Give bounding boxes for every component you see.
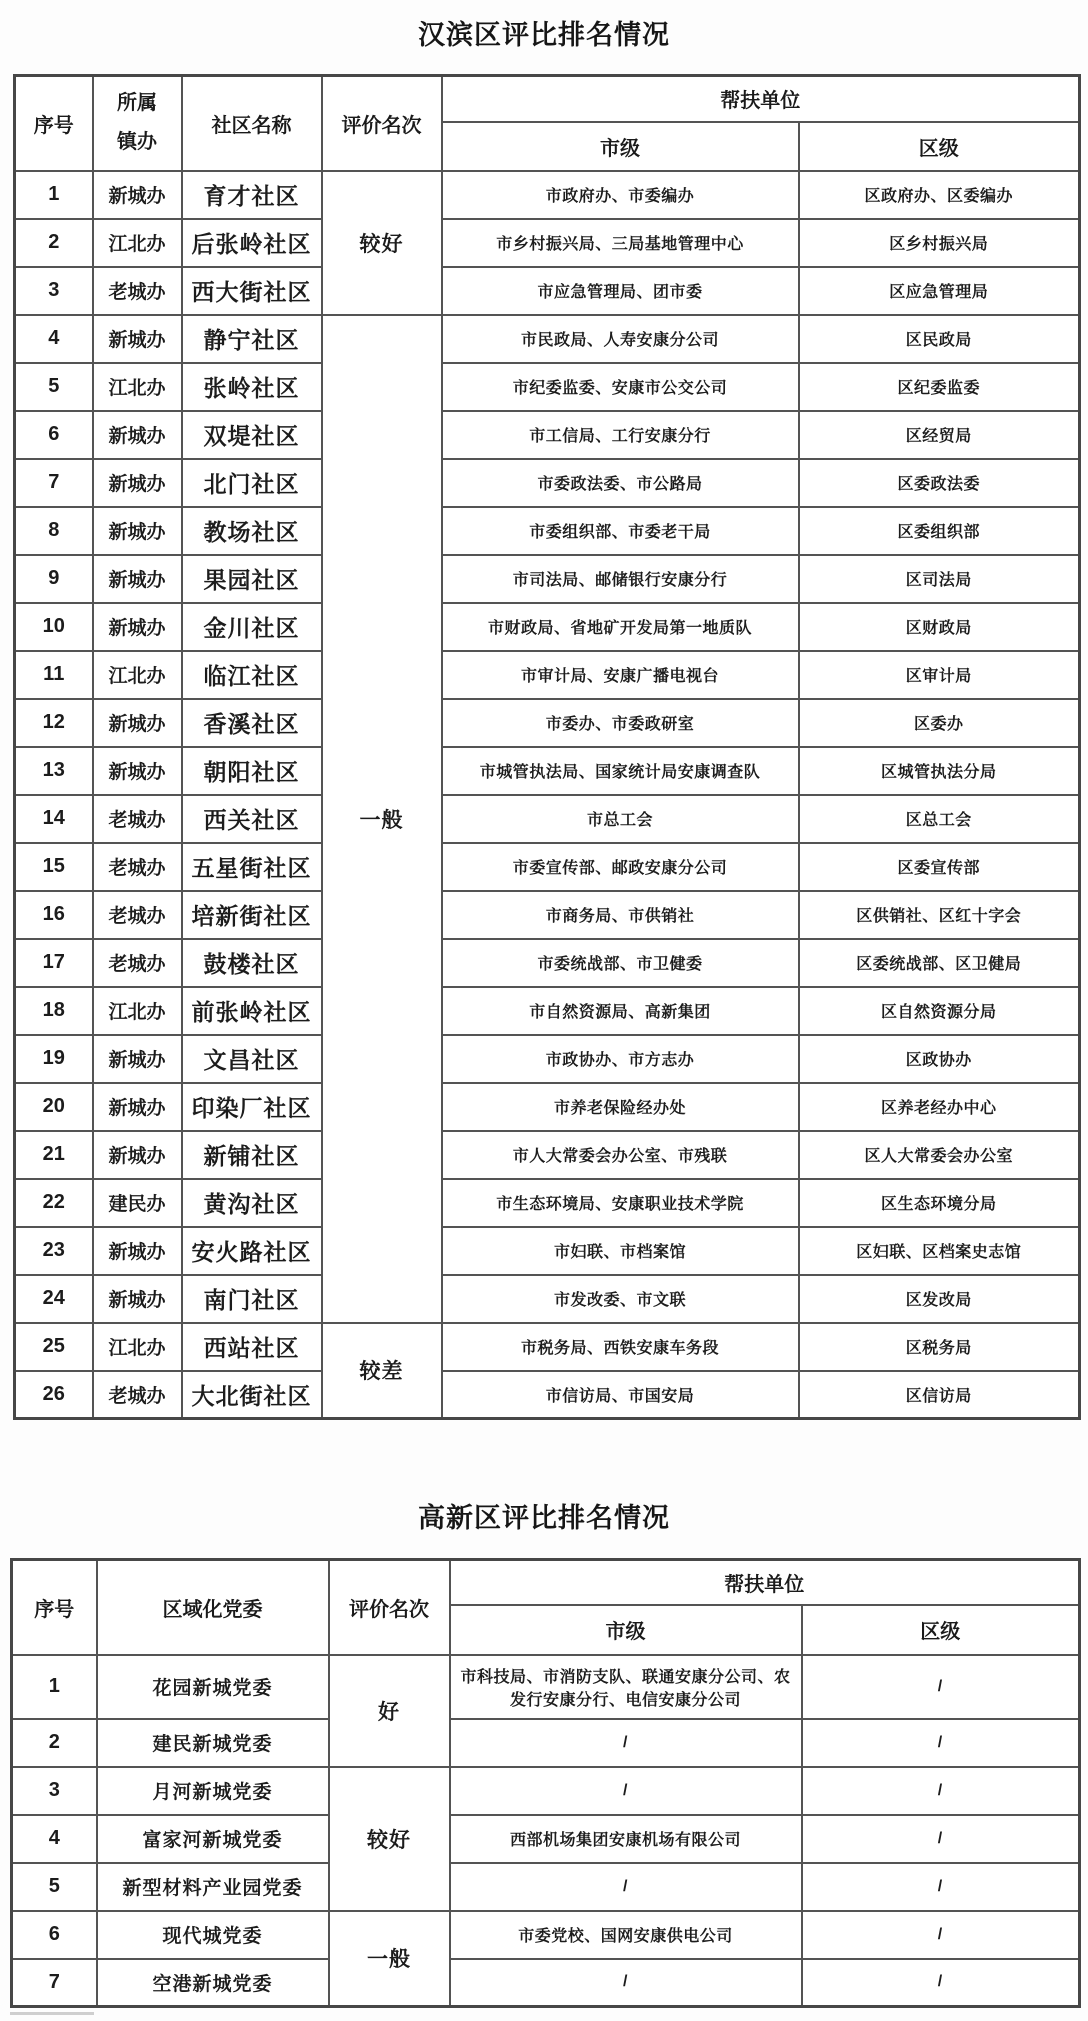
community-cell: 安火路社区 (182, 1227, 322, 1275)
seq-cell: 8 (15, 507, 93, 555)
district-units-cell: 区委组织部 (799, 507, 1080, 555)
table-row (15, 171, 1080, 219)
district-units-cell: 区养老经办中心 (799, 1083, 1080, 1131)
seq-cell: 2 (15, 219, 93, 267)
table-row (12, 1719, 1080, 1767)
township-cell: 新城办 (93, 171, 182, 219)
city-units-cell: 市审计局、安康广播电视台 (442, 651, 799, 699)
seq-cell: 20 (15, 1083, 93, 1131)
city-units-cell: 市商务局、市供销社 (442, 891, 799, 939)
city-units-cell: / (450, 1767, 802, 1815)
community-cell: 香溪社区 (182, 699, 322, 747)
seq-cell: 5 (12, 1863, 97, 1911)
table-row (15, 411, 1080, 459)
township-cell: 老城办 (93, 843, 182, 891)
rank-group-cell: 较好 (329, 1767, 450, 1911)
committee-cell: 花园新城党委 (97, 1655, 329, 1719)
district-units-cell: 区生态环境分局 (799, 1179, 1080, 1227)
committee-cell: 建民新城党委 (97, 1719, 329, 1767)
community-cell: 教场社区 (182, 507, 322, 555)
seq-cell: 22 (15, 1179, 93, 1227)
seq-cell: 23 (15, 1227, 93, 1275)
township-cell: 新城办 (93, 603, 182, 651)
header-seq: 序号 (12, 1560, 97, 1655)
city-units-cell: 市总工会 (442, 795, 799, 843)
seq-cell: 3 (15, 267, 93, 315)
community-cell: 临江社区 (182, 651, 322, 699)
community-cell: 育才社区 (182, 171, 322, 219)
seq-cell: 21 (15, 1131, 93, 1179)
seq-cell: 4 (12, 1815, 97, 1863)
header-community: 社区名称 (182, 76, 322, 171)
table-row (15, 1035, 1080, 1083)
district-units-cell: / (802, 1815, 1080, 1863)
district-units-cell: 区委政法委 (799, 459, 1080, 507)
header-township-line1: 所属 (117, 92, 157, 115)
district-units-cell: 区信访局 (799, 1371, 1080, 1419)
seq-cell: 12 (15, 699, 93, 747)
table-row (15, 1323, 1080, 1371)
district-units-cell: 区自然资源分局 (799, 987, 1080, 1035)
seq-cell: 2 (12, 1719, 97, 1767)
township-cell: 新城办 (93, 1035, 182, 1083)
community-cell: 鼓楼社区 (182, 939, 322, 987)
township-cell: 老城办 (93, 891, 182, 939)
district-units-cell: 区审计局 (799, 651, 1080, 699)
community-cell: 前张岭社区 (182, 987, 322, 1035)
header-seq: 序号 (15, 76, 93, 171)
city-units-cell: 市应急管理局、团市委 (442, 267, 799, 315)
community-cell: 朝阳社区 (182, 747, 322, 795)
seq-cell: 3 (12, 1767, 97, 1815)
committee-cell: 富家河新城党委 (97, 1815, 329, 1863)
community-cell: 西大街社区 (182, 267, 322, 315)
header-township-line2: 镇办 (117, 131, 157, 154)
township-cell: 老城办 (93, 939, 182, 987)
community-cell: 西站社区 (182, 1323, 322, 1371)
seq-cell: 15 (15, 843, 93, 891)
gaoxin-ranking-table (10, 1558, 1081, 2008)
township-cell: 江北办 (93, 1323, 182, 1371)
township-cell: 江北办 (93, 219, 182, 267)
community-cell: 南门社区 (182, 1275, 322, 1323)
city-units-cell: 市乡村振兴局、三局基地管理中心 (442, 219, 799, 267)
city-units-cell: 市发改委、市文联 (442, 1275, 799, 1323)
table-row (15, 555, 1080, 603)
seq-cell: 24 (15, 1275, 93, 1323)
table-row (12, 1815, 1080, 1863)
city-units-cell: 市委统战部、市卫健委 (442, 939, 799, 987)
rank-group-cell: 一般 (329, 1911, 450, 2007)
city-units-cell: 市城管执法局、国家统计局安康调查队 (442, 747, 799, 795)
city-units-cell: 市委宣传部、邮政安康分公司 (442, 843, 799, 891)
district-units-cell: 区总工会 (799, 795, 1080, 843)
city-units-cell: 市委组织部、市委老干局 (442, 507, 799, 555)
table-row (15, 1275, 1080, 1323)
city-units-cell: 市政协办、市方志办 (442, 1035, 799, 1083)
community-cell: 西关社区 (182, 795, 322, 843)
seq-cell: 14 (15, 795, 93, 843)
district-units-cell: 区城管执法分局 (799, 747, 1080, 795)
table-row (12, 1655, 1080, 1719)
table-row (15, 219, 1080, 267)
seq-cell: 13 (15, 747, 93, 795)
community-cell: 大北街社区 (182, 1371, 322, 1419)
seq-cell: 7 (12, 1959, 97, 2007)
city-units-cell: 西部机场集团安康机场有限公司 (450, 1815, 802, 1863)
city-units-cell: 市自然资源局、高新集团 (442, 987, 799, 1035)
table-row (15, 939, 1080, 987)
seq-cell: 6 (15, 411, 93, 459)
cropped-next-table-edge (10, 2012, 94, 2015)
table-row (12, 1959, 1080, 2007)
rank-group-cell: 较差 (322, 1323, 442, 1419)
township-cell: 新城办 (93, 507, 182, 555)
community-cell: 培新街社区 (182, 891, 322, 939)
township-cell: 江北办 (93, 987, 182, 1035)
header-row-1 (15, 76, 1080, 122)
community-cell: 文昌社区 (182, 1035, 322, 1083)
seq-cell: 25 (15, 1323, 93, 1371)
township-cell: 新城办 (93, 1275, 182, 1323)
header-city-level: 市级 (442, 122, 799, 171)
city-units-cell: 市委办、市委政研室 (442, 699, 799, 747)
header-rank: 评价名次 (329, 1560, 450, 1655)
rank-group-cell: 一般 (322, 315, 442, 1323)
township-cell: 新城办 (93, 1131, 182, 1179)
hanbin-table-title: 汉滨区评比排名情况 (418, 20, 670, 50)
city-units-cell: 市委党校、国网安康供电公司 (450, 1911, 802, 1959)
header-city-level: 市级 (450, 1605, 802, 1655)
district-units-cell: 区妇联、区档案史志馆 (799, 1227, 1080, 1275)
city-units-cell: 市妇联、市档案馆 (442, 1227, 799, 1275)
seq-cell: 10 (15, 603, 93, 651)
seq-cell: 19 (15, 1035, 93, 1083)
header-rank: 评价名次 (322, 76, 442, 171)
township-cell: 老城办 (93, 795, 182, 843)
table-row (15, 891, 1080, 939)
community-cell: 印染厂社区 (182, 1083, 322, 1131)
city-units-cell: 市人大常委会办公室、市残联 (442, 1131, 799, 1179)
header-row-1 (12, 1560, 1080, 1605)
table-row (12, 1911, 1080, 1959)
city-units-cell: 市养老保险经办处 (442, 1083, 799, 1131)
seq-cell: 17 (15, 939, 93, 987)
committee-cell: 新型材料产业园党委 (97, 1863, 329, 1911)
community-cell: 后张岭社区 (182, 219, 322, 267)
table-row (15, 603, 1080, 651)
table-row (15, 699, 1080, 747)
community-cell: 果园社区 (182, 555, 322, 603)
table-row (12, 1767, 1080, 1815)
table-row (15, 459, 1080, 507)
district-units-cell: 区委统战部、区卫健局 (799, 939, 1080, 987)
city-units-cell: 市信访局、市国安局 (442, 1371, 799, 1419)
table-row (15, 1227, 1080, 1275)
rank-group-cell: 好 (329, 1655, 450, 1767)
township-cell: 老城办 (93, 267, 182, 315)
seq-cell: 16 (15, 891, 93, 939)
community-cell: 张岭社区 (182, 363, 322, 411)
table-row (15, 651, 1080, 699)
city-units-cell: 市政府办、市委编办 (442, 171, 799, 219)
township-cell: 新城办 (93, 1083, 182, 1131)
community-cell: 静宁社区 (182, 315, 322, 363)
district-units-cell: 区经贸局 (799, 411, 1080, 459)
table-row (15, 843, 1080, 891)
city-units-cell: / (450, 1959, 802, 2007)
township-cell: 新城办 (93, 411, 182, 459)
community-cell: 黄沟社区 (182, 1179, 322, 1227)
district-units-cell: 区供销社、区红十字会 (799, 891, 1080, 939)
township-cell: 新城办 (93, 1227, 182, 1275)
district-units-cell: / (802, 1655, 1080, 1719)
table-row (15, 363, 1080, 411)
header-township (93, 76, 182, 171)
district-units-cell: 区应急管理局 (799, 267, 1080, 315)
city-units-cell: 市司法局、邮储银行安康分行 (442, 555, 799, 603)
hanbin-ranking-table (13, 74, 1081, 1420)
city-units-cell: / (450, 1719, 802, 1767)
township-cell: 新城办 (93, 555, 182, 603)
district-units-cell: 区委宣传部 (799, 843, 1080, 891)
district-units-cell: / (802, 1959, 1080, 2007)
header-committee: 区域化党委 (97, 1560, 329, 1655)
seq-cell: 18 (15, 987, 93, 1035)
table-row (15, 315, 1080, 363)
seq-cell: 6 (12, 1911, 97, 1959)
district-units-cell: 区政府办、区委编办 (799, 171, 1080, 219)
township-cell: 新城办 (93, 699, 182, 747)
city-units-cell: 市科技局、市消防支队、联通安康分公司、农发行安康分行、电信安康分公司 (450, 1655, 802, 1719)
header-district-level: 区级 (802, 1605, 1080, 1655)
table-row (15, 1371, 1080, 1419)
city-units-cell: 市委政法委、市公路局 (442, 459, 799, 507)
seq-cell: 26 (15, 1371, 93, 1419)
township-cell: 新城办 (93, 459, 182, 507)
seq-cell: 5 (15, 363, 93, 411)
community-cell: 新铺社区 (182, 1131, 322, 1179)
city-units-cell: 市民政局、人寿安康分公司 (442, 315, 799, 363)
district-units-cell: 区人大常委会办公室 (799, 1131, 1080, 1179)
city-units-cell: 市税务局、西铁安康车务段 (442, 1323, 799, 1371)
district-units-cell: 区发改局 (799, 1275, 1080, 1323)
township-cell: 江北办 (93, 363, 182, 411)
committee-cell: 空港新城党委 (97, 1959, 329, 2007)
district-units-cell: 区财政局 (799, 603, 1080, 651)
seq-cell: 4 (15, 315, 93, 363)
city-units-cell: 市纪委监委、安康市公交公司 (442, 363, 799, 411)
district-units-cell: / (802, 1767, 1080, 1815)
header-help-units: 帮扶单位 (450, 1560, 1080, 1605)
table-row (15, 1131, 1080, 1179)
committee-cell: 现代城党委 (97, 1911, 329, 1959)
district-units-cell: / (802, 1911, 1080, 1959)
seq-cell: 11 (15, 651, 93, 699)
township-cell: 老城办 (93, 1371, 182, 1419)
table-row (12, 1863, 1080, 1911)
community-cell: 北门社区 (182, 459, 322, 507)
district-units-cell: 区纪委监委 (799, 363, 1080, 411)
community-cell: 金川社区 (182, 603, 322, 651)
district-units-cell: 区政协办 (799, 1035, 1080, 1083)
district-units-cell: / (802, 1863, 1080, 1911)
township-cell: 新城办 (93, 315, 182, 363)
district-units-cell: 区司法局 (799, 555, 1080, 603)
seq-cell: 9 (15, 555, 93, 603)
community-cell: 双堤社区 (182, 411, 322, 459)
township-cell: 新城办 (93, 747, 182, 795)
city-units-cell: 市工信局、工行安康分行 (442, 411, 799, 459)
committee-cell: 月河新城党委 (97, 1767, 329, 1815)
table-row (15, 747, 1080, 795)
table-row (15, 987, 1080, 1035)
table-row (15, 267, 1080, 315)
table-row (15, 795, 1080, 843)
community-cell: 五星街社区 (182, 843, 322, 891)
district-units-cell: 区委办 (799, 699, 1080, 747)
table-row (15, 507, 1080, 555)
seq-cell: 1 (12, 1655, 97, 1719)
seq-cell: 1 (15, 171, 93, 219)
district-units-cell: 区民政局 (799, 315, 1080, 363)
city-units-cell: / (450, 1863, 802, 1911)
city-units-cell: 市生态环境局、安康职业技术学院 (442, 1179, 799, 1227)
table-row (15, 1083, 1080, 1131)
table-row (15, 1179, 1080, 1227)
city-units-cell: 市财政局、省地矿开发局第一地质队 (442, 603, 799, 651)
header-district-level: 区级 (799, 122, 1080, 171)
district-units-cell: 区乡村振兴局 (799, 219, 1080, 267)
rank-group-cell: 较好 (322, 171, 442, 315)
header-help-units: 帮扶单位 (442, 76, 1080, 122)
gaoxin-table-title: 高新区评比排名情况 (418, 1503, 670, 1533)
district-units-cell: / (802, 1719, 1080, 1767)
township-cell: 建民办 (93, 1179, 182, 1227)
district-units-cell: 区税务局 (799, 1323, 1080, 1371)
seq-cell: 7 (15, 459, 93, 507)
township-cell: 江北办 (93, 651, 182, 699)
